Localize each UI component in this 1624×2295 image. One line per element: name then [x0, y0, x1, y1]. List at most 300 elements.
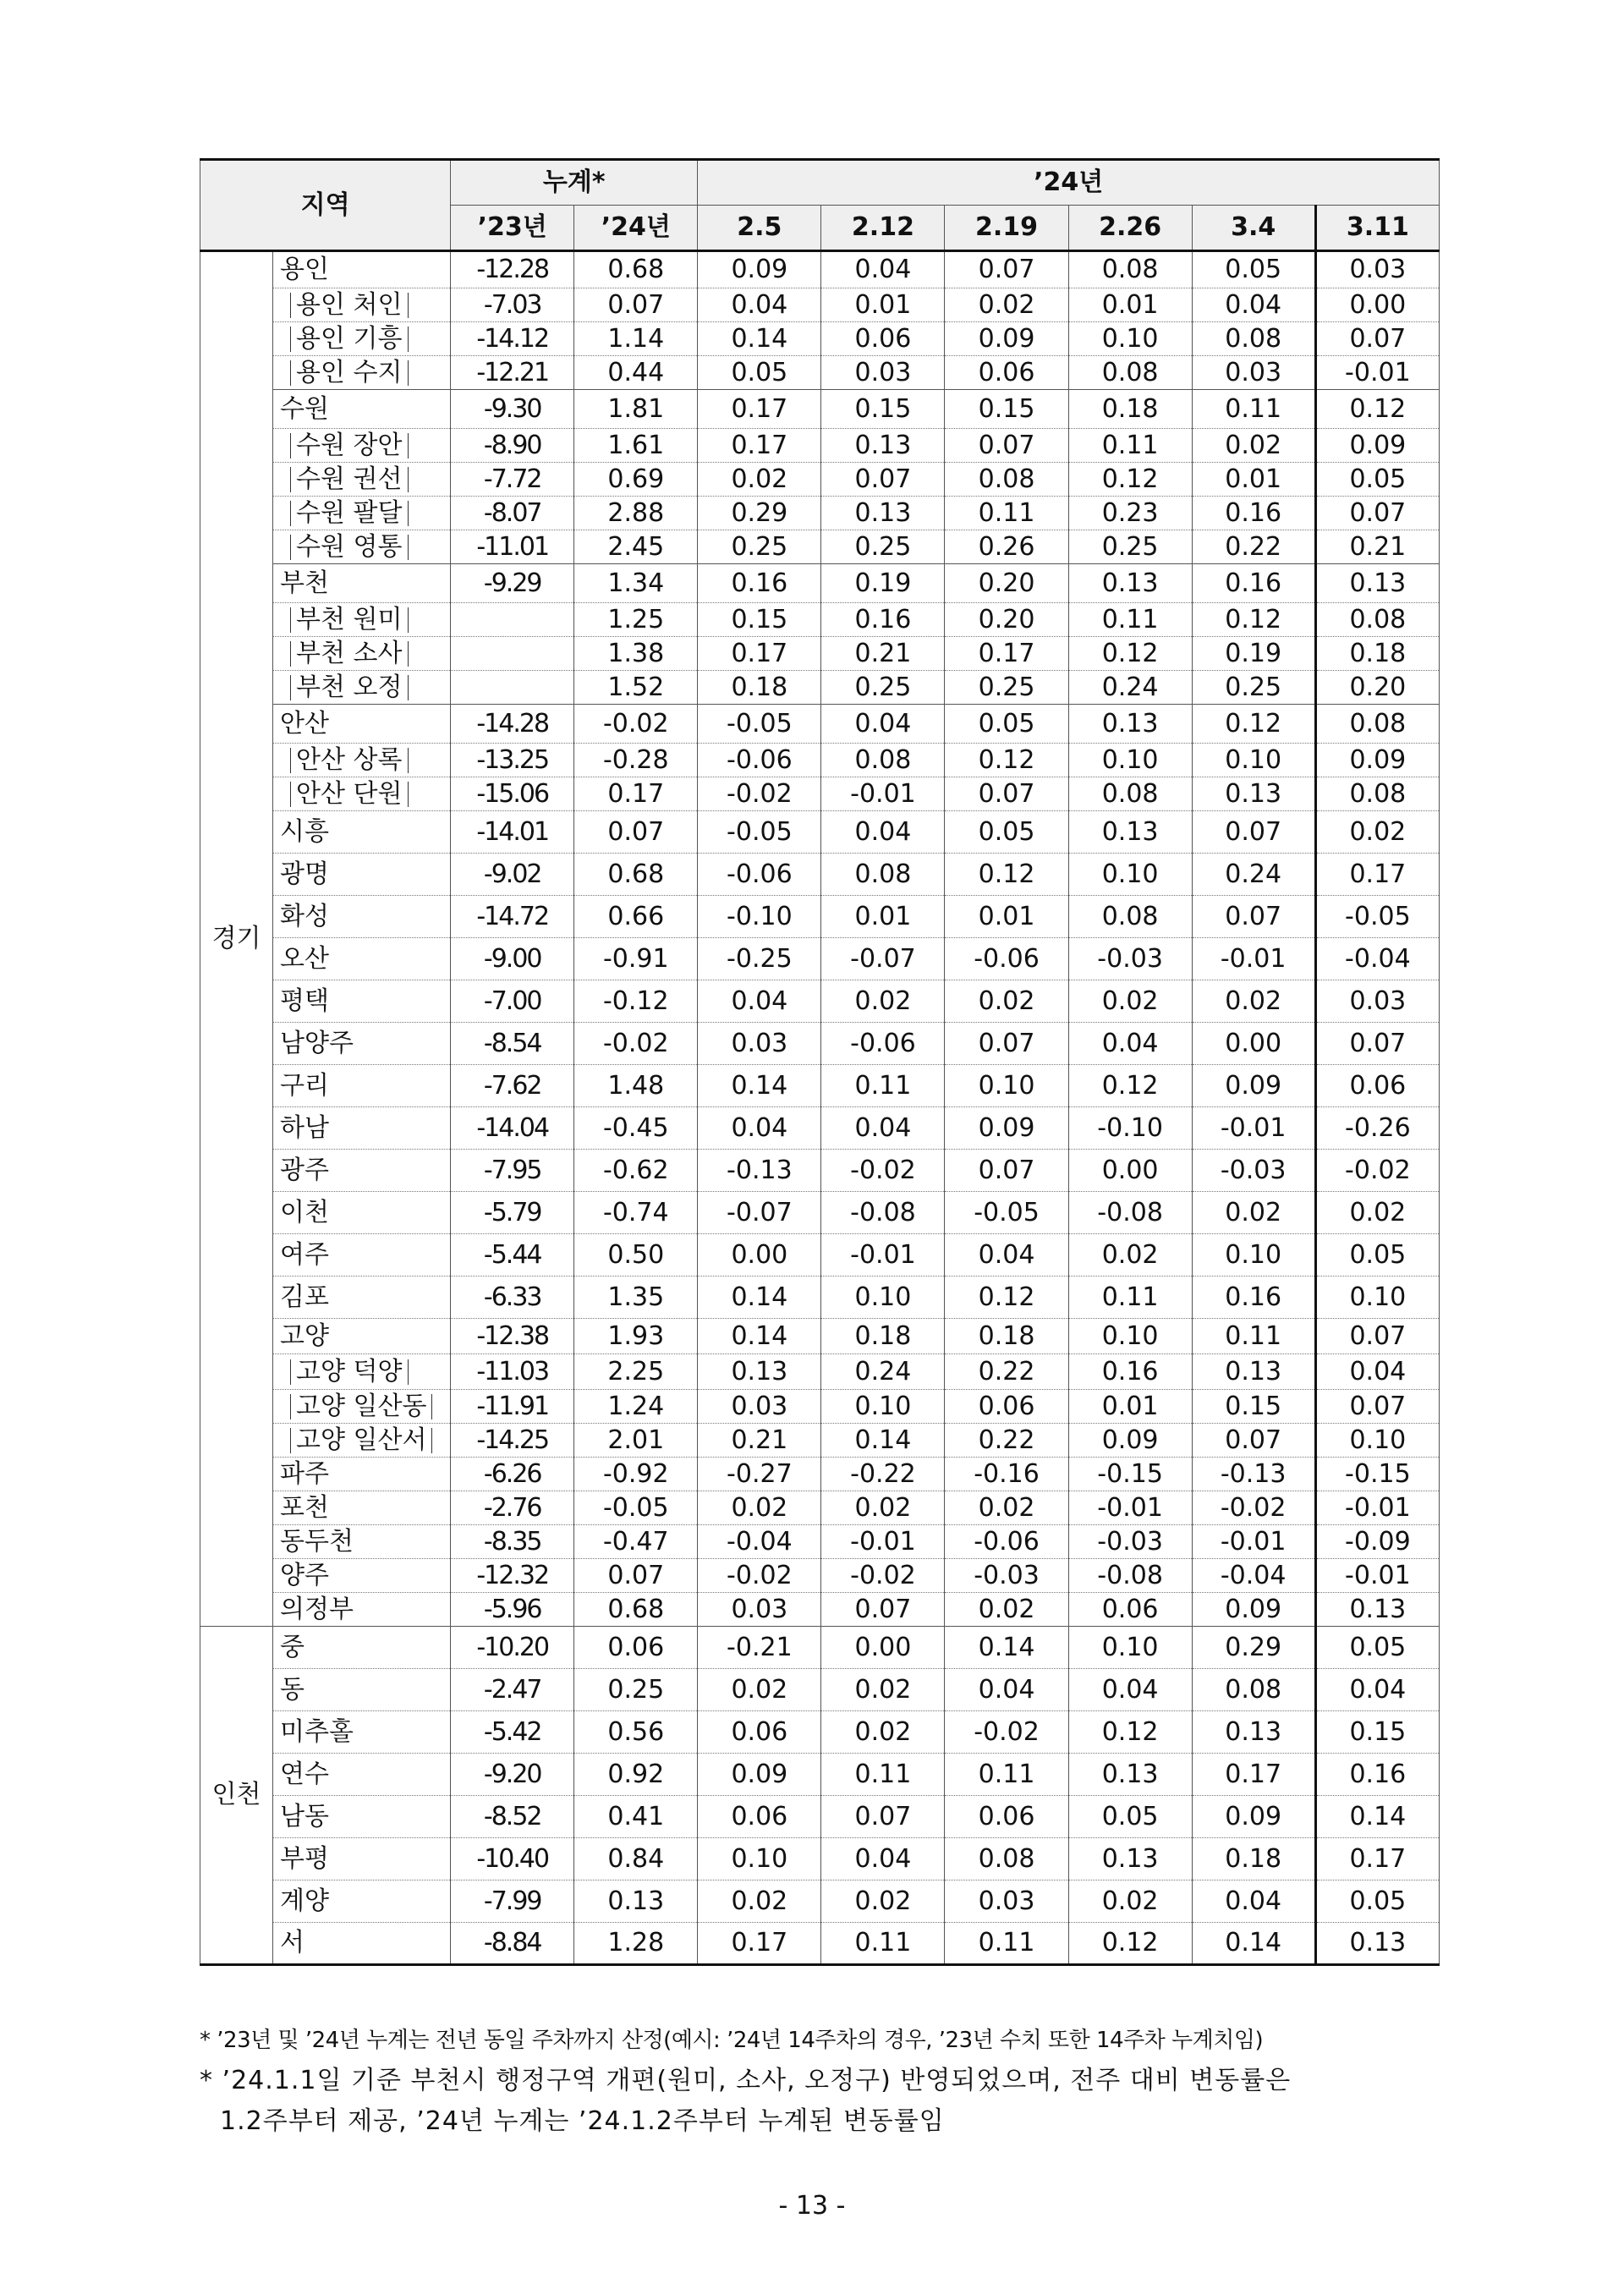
cum-23-cell: -12.28 [451, 251, 574, 288]
weekly-change-cell: 0.09 [1315, 744, 1439, 777]
weekly-change-cell: -0.13 [698, 1150, 821, 1192]
weekly-change-cell: -0.02 [821, 1150, 945, 1192]
weekly-change-cell: 0.12 [945, 744, 1068, 777]
weekly-change-cell: 0.11 [1192, 390, 1315, 429]
district-label: 의정부 [280, 1594, 354, 1624]
weekly-change-cell: 0.12 [1068, 1923, 1192, 1965]
weekly-change-cell: 0.07 [945, 777, 1068, 811]
weekly-change-cell: 0.02 [1192, 980, 1315, 1023]
district-name [273, 1593, 451, 1627]
district-name [273, 1923, 451, 1965]
weekly-change-cell: 0.13 [1068, 705, 1192, 744]
weekly-change-cell: 0.08 [1068, 896, 1192, 938]
weekly-change-cell: 0.26 [945, 530, 1068, 564]
weekly-change-cell: 0.17 [698, 637, 821, 671]
cum-23-cell: -12.38 [451, 1319, 574, 1354]
weekly-change-cell: -0.22 [821, 1458, 945, 1491]
weekly-change-cell: 0.06 [1315, 1065, 1439, 1107]
weekly-change-cell: 0.13 [1068, 811, 1192, 854]
weekly-change-cell: 0.18 [1315, 637, 1439, 671]
weekly-change-cell: 0.07 [945, 1150, 1068, 1192]
weekly-change-cell: -0.02 [698, 777, 821, 811]
district-label: 광명 [280, 859, 330, 889]
district-label: 수원 팔달 [290, 501, 408, 526]
table-row [200, 530, 1440, 564]
weekly-change-cell: 0.13 [1315, 1593, 1439, 1627]
district-name [273, 938, 451, 980]
weekly-change-cell: 0.06 [945, 356, 1068, 390]
weekly-change-cell: 0.10 [1068, 744, 1192, 777]
cum-24-cell: 1.35 [574, 1277, 698, 1319]
weekly-change-cell: 0.08 [1315, 603, 1439, 637]
district-name [273, 1627, 451, 1669]
cum-23-cell: -10.20 [451, 1627, 574, 1669]
weekly-change-cell: 0.10 [1068, 1627, 1192, 1669]
weekly-change-cell: 0.13 [1192, 1354, 1315, 1390]
weekly-change-cell: -0.25 [698, 938, 821, 980]
table-row [200, 251, 1440, 288]
district-name [273, 1023, 451, 1065]
table-row [200, 1627, 1440, 1669]
weekly-change-cell: -0.01 [1068, 1491, 1192, 1525]
district-name [273, 1319, 451, 1354]
weekly-change-cell: 0.02 [1315, 811, 1439, 854]
weekly-change-cell: 0.15 [698, 603, 821, 637]
weekly-change-cell: 0.12 [1192, 705, 1315, 744]
district-label: 하남 [280, 1112, 330, 1143]
weekly-change-cell: 0.02 [1192, 429, 1315, 463]
cum-23-cell: -9.20 [451, 1754, 574, 1796]
subdistrict-name [273, 603, 451, 637]
weekly-change-cell: 0.04 [821, 1838, 945, 1880]
region-cell: 인천 [200, 1627, 273, 1965]
table-row [200, 1107, 1440, 1150]
weekly-change-cell: 0.11 [1068, 429, 1192, 463]
weekly-change-cell: 0.07 [945, 1023, 1068, 1065]
cum-23-cell: -7.99 [451, 1880, 574, 1923]
cum-23-cell: -8.07 [451, 497, 574, 530]
district-label: 남양주 [280, 1028, 354, 1058]
cum-24-cell: 0.50 [574, 1234, 698, 1277]
weekly-change-cell: 0.06 [821, 322, 945, 356]
cum-24-cell: 0.92 [574, 1754, 698, 1796]
weekly-change-cell: -0.01 [821, 1525, 945, 1559]
weekly-change-cell: 0.16 [698, 564, 821, 603]
table-row [200, 1150, 1440, 1192]
table-row [200, 854, 1440, 896]
weekly-change-cell: -0.09 [1315, 1525, 1439, 1559]
district-label: 안산 단원 [290, 782, 408, 807]
weekly-change-cell: 0.08 [821, 854, 945, 896]
subdistrict-name [273, 671, 451, 705]
weekly-change-cell: 0.08 [1068, 251, 1192, 288]
weekly-change-cell: 0.15 [1192, 1390, 1315, 1424]
weekly-change-cell: 0.01 [1192, 463, 1315, 497]
weekly-change-cell: 0.02 [1192, 1192, 1315, 1234]
weekly-change-cell: -0.10 [1068, 1107, 1192, 1150]
weekly-change-cell: 0.02 [945, 288, 1068, 322]
table-row [200, 1669, 1440, 1711]
table-row [200, 1796, 1440, 1838]
weekly-change-cell: 0.10 [698, 1838, 821, 1880]
cum-23-cell: -9.00 [451, 938, 574, 980]
weekly-change-cell: 0.12 [1068, 1711, 1192, 1754]
weekly-change-cell: 0.15 [821, 390, 945, 429]
weekly-change-cell: 0.04 [1315, 1354, 1439, 1390]
weekly-change-cell: 0.02 [821, 1880, 945, 1923]
weekly-change-cell: -0.07 [698, 1192, 821, 1234]
weekly-change-cell: 0.02 [698, 463, 821, 497]
district-label: 고양 [280, 1320, 330, 1351]
weekly-change-cell: 0.07 [1315, 322, 1439, 356]
cum-24-cell: 0.44 [574, 356, 698, 390]
district-name [273, 1150, 451, 1192]
district-label: 시흥 [280, 816, 330, 847]
cum-23-cell: -5.79 [451, 1192, 574, 1234]
weekly-change-cell: 0.29 [698, 497, 821, 530]
cum-23-cell: -8.52 [451, 1796, 574, 1838]
district-name [273, 1711, 451, 1754]
cum-24-cell: -0.45 [574, 1107, 698, 1150]
cum-24-cell: -0.47 [574, 1525, 698, 1559]
cum-23-cell: -7.00 [451, 980, 574, 1023]
cum-23-cell: -14.01 [451, 811, 574, 854]
weekly-change-cell: 0.04 [1068, 1023, 1192, 1065]
weekly-change-cell: -0.15 [1315, 1458, 1439, 1491]
weekly-change-cell: 0.17 [698, 390, 821, 429]
cum-23-cell: -15.06 [451, 777, 574, 811]
weekly-change-cell: 0.03 [821, 356, 945, 390]
weekly-change-cell: 0.13 [821, 429, 945, 463]
cum-24-cell: 1.52 [574, 671, 698, 705]
table-row [200, 705, 1440, 744]
weekly-change-cell: -0.04 [698, 1525, 821, 1559]
weekly-change-cell: 0.25 [1068, 530, 1192, 564]
weekly-change-cell: 0.17 [1315, 854, 1439, 896]
cum-23-cell: -12.21 [451, 356, 574, 390]
table-row [200, 390, 1440, 429]
weekly-change-cell: 0.12 [1068, 637, 1192, 671]
cum-23-cell: -7.62 [451, 1065, 574, 1107]
footnote-bucheon-cont: 1.2주부터 제공, ’24년 누계는 ’24.1.2주부터 누계된 변동률임 [220, 2106, 945, 2136]
weekly-change-cell: 0.06 [698, 1711, 821, 1754]
table-row [200, 1593, 1440, 1627]
week-header: 3.4 [1192, 206, 1315, 251]
district-label: 수원 권선 [290, 467, 408, 492]
district-name [273, 1234, 451, 1277]
table-row [200, 938, 1440, 980]
cum-24-cell: 2.25 [574, 1354, 698, 1390]
weekly-change-cell: 0.09 [945, 322, 1068, 356]
subdistrict-name [273, 1354, 451, 1390]
weekly-change-cell: -0.07 [821, 938, 945, 980]
cum-23-cell: -9.30 [451, 390, 574, 429]
table-row [200, 564, 1440, 603]
weekly-change-cell: 0.07 [1315, 1319, 1439, 1354]
table-row [200, 322, 1440, 356]
table-row [200, 1838, 1440, 1880]
weekly-change-cell: 0.10 [945, 1065, 1068, 1107]
week-header-current: 3.11 [1315, 206, 1439, 251]
district-name [273, 1192, 451, 1234]
district-name [273, 980, 451, 1023]
weekly-change-cell: 0.03 [698, 1390, 821, 1424]
week-header: 2.12 [821, 206, 945, 251]
district-label: 용인 [280, 255, 330, 284]
weekly-change-cell: 0.04 [821, 811, 945, 854]
weekly-change-cell: 0.02 [821, 1711, 945, 1754]
cum-24-cell: -0.02 [574, 705, 698, 744]
weekly-change-cell: 0.04 [698, 1107, 821, 1150]
table-row [200, 1065, 1440, 1107]
weekly-change-cell: -0.02 [698, 1559, 821, 1593]
table-row [200, 671, 1440, 705]
cum-23-cell: -11.03 [451, 1354, 574, 1390]
weekly-change-cell: 0.14 [698, 1319, 821, 1354]
weekly-change-cell: 0.10 [821, 1390, 945, 1424]
cum-24-cell: 2.45 [574, 530, 698, 564]
subdistrict-name [273, 744, 451, 777]
weekly-change-cell: 0.11 [945, 1923, 1068, 1965]
district-label: 서 [280, 1928, 305, 1957]
cum-24-cell: 0.68 [574, 854, 698, 896]
cum-24-cell: 1.48 [574, 1065, 698, 1107]
cum-23-cell: -11.91 [451, 1390, 574, 1424]
weekly-change-cell: 0.10 [1068, 1319, 1192, 1354]
district-label: 부천 소사 [290, 641, 408, 667]
weekly-change-cell: -0.05 [945, 1192, 1068, 1234]
page-number: - 13 - [778, 2191, 846, 2221]
weekly-change-cell: -0.06 [945, 1525, 1068, 1559]
weekly-change-cell: -0.05 [698, 811, 821, 854]
district-label: 용인 수지 [290, 360, 408, 386]
cum-24-cell: 0.17 [574, 777, 698, 811]
weekly-change-cell: 0.11 [1068, 1277, 1192, 1319]
cum-23-cell: -12.32 [451, 1559, 574, 1593]
weekly-change-cell: 0.00 [1192, 1023, 1315, 1065]
district-name [273, 1838, 451, 1880]
weekly-change-cell: 0.18 [945, 1319, 1068, 1354]
table-row [200, 463, 1440, 497]
weekly-change-cell: 0.10 [1068, 322, 1192, 356]
table-row [200, 744, 1440, 777]
week-header: 2.26 [1068, 206, 1192, 251]
weekly-change-cell: 0.14 [1192, 1923, 1315, 1965]
weekly-change-cell: 0.09 [1192, 1796, 1315, 1838]
cum-23-cell: -10.40 [451, 1838, 574, 1880]
table-row [200, 1880, 1440, 1923]
weekly-change-cell: -0.03 [1192, 1150, 1315, 1192]
weekly-change-cell: 0.14 [698, 322, 821, 356]
weekly-change-cell: 0.09 [1068, 1424, 1192, 1458]
cum-23-cell: -14.12 [451, 322, 574, 356]
district-name [273, 1525, 451, 1559]
weekly-change-cell: 0.14 [821, 1424, 945, 1458]
table-row [200, 1525, 1440, 1559]
weekly-change-cell: 0.07 [1315, 1390, 1439, 1424]
weekly-change-cell: 0.02 [1068, 980, 1192, 1023]
table-row [200, 356, 1440, 390]
weekly-change-cell: 0.05 [1315, 1234, 1439, 1277]
table-row [200, 1192, 1440, 1234]
weekly-change-cell: 0.07 [821, 463, 945, 497]
district-label: 포천 [280, 1492, 330, 1523]
district-name [273, 1880, 451, 1923]
weekly-change-cell: 0.08 [1192, 1669, 1315, 1711]
weekly-change-cell: -0.04 [1315, 938, 1439, 980]
weekly-change-cell: 0.21 [821, 637, 945, 671]
weekly-change-cell: -0.03 [1068, 1525, 1192, 1559]
weekly-change-cell: 0.16 [1192, 1277, 1315, 1319]
weekly-change-cell: 0.13 [1192, 777, 1315, 811]
cumulative-header: 누계* [451, 160, 698, 206]
weekly-change-cell: 0.13 [1068, 1838, 1192, 1880]
col-24-header: ’24년 [574, 206, 698, 251]
district-label: 여주 [280, 1239, 330, 1270]
weekly-change-cell: 0.15 [945, 390, 1068, 429]
weekly-change-cell: 0.13 [1068, 564, 1192, 603]
cum-23-cell: -13.25 [451, 744, 574, 777]
weekly-change-cell: 0.02 [698, 1880, 821, 1923]
weekly-change-cell: -0.02 [821, 1559, 945, 1593]
cum-24-cell: 2.01 [574, 1424, 698, 1458]
weekly-change-cell: 0.11 [1068, 603, 1192, 637]
weekly-change-cell: 0.05 [1315, 1627, 1439, 1669]
cum-23-cell: -5.42 [451, 1711, 574, 1754]
cum-23-cell: -2.47 [451, 1669, 574, 1711]
district-label: 미추홀 [280, 1716, 354, 1747]
cum-24-cell: 0.13 [574, 1880, 698, 1923]
weekly-change-cell: 0.17 [698, 1923, 821, 1965]
weekly-change-cell: -0.03 [945, 1559, 1068, 1593]
weekly-change-cell: 0.18 [1068, 390, 1192, 429]
subdistrict-name [273, 777, 451, 811]
weekly-change-cell: 0.12 [1068, 463, 1192, 497]
weekly-change-cell: -0.01 [1315, 356, 1439, 390]
weekly-change-cell: -0.16 [945, 1458, 1068, 1491]
weekly-change-cell: 0.25 [698, 530, 821, 564]
weekly-change-cell: -0.02 [1192, 1491, 1315, 1525]
district-label: 연수 [280, 1759, 330, 1789]
table-row [200, 1390, 1440, 1424]
table-row [200, 1023, 1440, 1065]
weekly-change-cell: 0.10 [1068, 854, 1192, 896]
weekly-change-cell: 0.02 [698, 1669, 821, 1711]
table-row [200, 603, 1440, 637]
weekly-change-cell: 0.18 [1192, 1838, 1315, 1880]
cum-23-cell: -6.26 [451, 1458, 574, 1491]
cum-24-cell: 0.84 [574, 1838, 698, 1880]
year24-header: ’24년 [698, 160, 1440, 206]
cum-24-cell: 0.07 [574, 811, 698, 854]
weekly-change-cell: 0.02 [1315, 1192, 1439, 1234]
table-row [200, 637, 1440, 671]
weekly-change-cell: 0.14 [698, 1277, 821, 1319]
district-label: 용인 처인 [290, 293, 408, 318]
weekly-change-cell: 0.01 [1068, 1390, 1192, 1424]
weekly-change-cell: 0.15 [1315, 1711, 1439, 1754]
cum-23-cell: -8.54 [451, 1023, 574, 1065]
cum-24-cell: 2.88 [574, 497, 698, 530]
cum-23-cell: -9.02 [451, 854, 574, 896]
table-row [200, 1319, 1440, 1354]
weekly-change-cell: 0.07 [821, 1593, 945, 1627]
weekly-change-cell: 0.03 [698, 1023, 821, 1065]
district-label: 평택 [280, 986, 330, 1016]
weekly-change-cell: 0.09 [1192, 1593, 1315, 1627]
weekly-change-cell: 0.04 [1315, 1669, 1439, 1711]
weekly-change-cell: -0.06 [945, 938, 1068, 980]
weekly-change-cell: 0.13 [698, 1354, 821, 1390]
weekly-change-cell: 0.01 [821, 288, 945, 322]
cum-24-cell: -0.28 [574, 744, 698, 777]
weekly-change-cell: -0.06 [698, 744, 821, 777]
weekly-change-cell: -0.01 [821, 777, 945, 811]
cum-24-cell: -0.02 [574, 1023, 698, 1065]
cum-24-cell: 1.81 [574, 390, 698, 429]
cum-24-cell: 0.66 [574, 896, 698, 938]
district-label: 남동 [280, 1801, 330, 1831]
weekly-change-cell: 0.13 [1315, 564, 1439, 603]
cum-24-cell: 0.68 [574, 251, 698, 288]
district-label: 동 [280, 1674, 305, 1705]
weekly-change-cell: 0.05 [1315, 463, 1439, 497]
district-name [273, 1559, 451, 1593]
cum-23-cell: -7.95 [451, 1150, 574, 1192]
weekly-change-cell: 0.00 [698, 1234, 821, 1277]
weekly-change-cell: 0.12 [1192, 603, 1315, 637]
district-name [273, 811, 451, 854]
cum-24-cell: 1.14 [574, 322, 698, 356]
cum-23-cell: -11.01 [451, 530, 574, 564]
weekly-change-cell: 0.10 [1315, 1277, 1439, 1319]
cum-23-cell [451, 637, 574, 671]
weekly-change-cell: 0.16 [1192, 564, 1315, 603]
weekly-change-cell: -0.15 [1068, 1458, 1192, 1491]
weekly-change-cell: 0.08 [1192, 322, 1315, 356]
weekly-change-cell: 0.12 [945, 854, 1068, 896]
subdistrict-name [273, 637, 451, 671]
weekly-change-cell: 0.10 [1315, 1424, 1439, 1458]
weekly-change-cell: 0.05 [945, 811, 1068, 854]
weekly-change-cell: -0.21 [698, 1627, 821, 1669]
weekly-change-cell: 0.17 [698, 429, 821, 463]
cum-24-cell: 0.41 [574, 1796, 698, 1838]
weekly-change-cell: 0.02 [1068, 1234, 1192, 1277]
weekly-change-cell: 0.09 [945, 1107, 1068, 1150]
weekly-change-cell: 0.17 [945, 637, 1068, 671]
weekly-change-cell: 0.04 [1192, 288, 1315, 322]
weekly-change-cell: -0.01 [1315, 1491, 1439, 1525]
weekly-change-cell: 0.05 [1192, 251, 1315, 288]
weekly-change-cell: 0.22 [945, 1424, 1068, 1458]
weekly-change-cell: 0.25 [945, 671, 1068, 705]
cum-24-cell: 0.25 [574, 1669, 698, 1711]
subdistrict-name [273, 530, 451, 564]
weekly-change-cell: 0.20 [945, 603, 1068, 637]
weekly-change-cell: 0.04 [1192, 1880, 1315, 1923]
table-row [200, 288, 1440, 322]
cum-23-cell: -6.33 [451, 1277, 574, 1319]
weekly-change-cell: 0.01 [945, 896, 1068, 938]
weekly-change-cell: 0.24 [1192, 854, 1315, 896]
district-label: 오산 [280, 943, 330, 974]
district-name [273, 1491, 451, 1525]
weekly-change-cell: 0.08 [1315, 705, 1439, 744]
weekly-change-cell: 0.08 [1068, 777, 1192, 811]
weekly-change-cell: 0.14 [698, 1065, 821, 1107]
cum-23-cell: -7.03 [451, 288, 574, 322]
